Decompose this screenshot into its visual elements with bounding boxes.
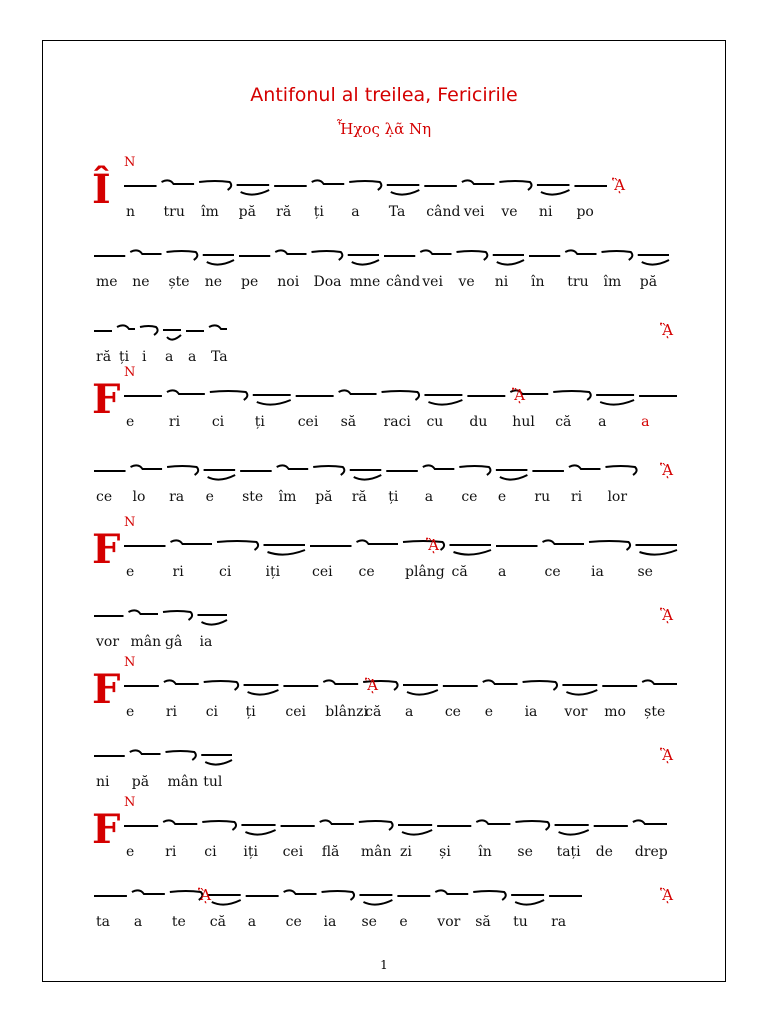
lyric-syllable: ia	[323, 914, 337, 930]
neume-sign	[130, 250, 161, 254]
lyric-syllable: ți	[313, 204, 324, 220]
neume-sign	[382, 391, 420, 400]
lyric-syllable: cei	[285, 704, 307, 720]
lyric-syllable: că	[555, 414, 572, 430]
neume-sign	[602, 251, 633, 260]
lyric-syllable: mân	[167, 774, 199, 790]
lyric-syllable: me	[96, 274, 118, 290]
lyric-syllable: ce	[358, 564, 375, 580]
neume-strip	[122, 670, 680, 704]
lyric-syllable: că	[451, 564, 468, 580]
neume-sign	[569, 465, 601, 469]
lyric-syllable: ia	[199, 634, 213, 650]
lyric-syllable: în	[531, 274, 545, 290]
lyric-syllable: ce	[285, 914, 302, 930]
lyric-syllable: ri	[168, 414, 181, 430]
neume-sign	[264, 545, 306, 555]
neume-sign	[284, 890, 317, 894]
lyric-syllable: iți	[265, 564, 281, 580]
lyric-syllable: Ta	[211, 349, 228, 365]
lyric-syllable: cu	[426, 414, 444, 430]
martyria-sign: ᾋ	[612, 176, 626, 194]
lyric-syllable: de	[595, 844, 613, 860]
lyric-syllable: a	[405, 704, 414, 720]
neume-sign	[523, 681, 557, 690]
neume-sign	[132, 890, 165, 894]
lyric-syllable: Doa	[313, 274, 342, 290]
neume-sign	[313, 466, 344, 475]
neume-sign	[320, 820, 354, 824]
martyria-sign: ᾋ	[198, 886, 212, 904]
neume-sign	[359, 895, 392, 905]
neume-strip	[122, 810, 670, 844]
lyric-syllable: e	[484, 704, 493, 720]
neume-sign	[171, 540, 213, 544]
lyric-syllable: ri	[165, 704, 178, 720]
neume-sign	[543, 540, 585, 544]
neume-strip	[122, 530, 680, 564]
lyric-syllable: ni	[538, 204, 553, 220]
lyric-syllable: ri	[570, 489, 583, 505]
neume-strip	[92, 600, 230, 634]
lyric-syllable: mo	[604, 704, 626, 720]
lyric-syllable: a	[498, 564, 507, 580]
lyric-syllable: ne	[204, 274, 223, 290]
lyric-syllable: tul	[203, 774, 223, 790]
neume-sign	[277, 465, 309, 469]
neume-sign	[387, 185, 420, 195]
neume-sign	[359, 821, 393, 830]
neume-sign	[253, 395, 291, 405]
lyric-syllable: ste	[242, 489, 264, 505]
lyric-syllable: noi	[277, 274, 300, 290]
neume-sign	[167, 466, 198, 475]
lyric-syllable: raci	[383, 414, 411, 430]
martyria-sign: ᾋ	[660, 321, 674, 339]
neume-sign	[459, 466, 490, 475]
lyric-syllable: să	[475, 914, 491, 930]
lyric-syllable: a	[641, 414, 650, 430]
martyria-sign: ᾋ	[660, 606, 674, 624]
initial-pitch-mark: N	[124, 795, 136, 810]
lyric-syllable: când	[386, 274, 421, 290]
lyric-syllable: vei	[422, 274, 443, 290]
initial-pitch-mark: N	[124, 365, 136, 380]
lyric-syllable: ră	[351, 489, 367, 505]
lyric-syllable: cei	[312, 564, 333, 580]
initial-pitch-mark: N	[124, 515, 136, 530]
martyria-sign: ᾋ	[660, 746, 674, 764]
neume-sign	[117, 325, 135, 329]
lyric-syllable: cei	[297, 414, 319, 430]
lyric-syllable: se	[361, 914, 377, 930]
lyric-syllable: ri	[172, 564, 184, 580]
lyric-syllable: ți	[245, 704, 256, 720]
neume-sign	[555, 825, 589, 835]
neume-sign	[565, 250, 596, 254]
lyric-syllable: ți	[119, 349, 130, 365]
lyric-syllable: e	[126, 704, 135, 720]
lyric-syllable: ră	[276, 204, 292, 220]
lyric-syllable: a	[188, 349, 197, 365]
neume-sign	[457, 251, 488, 260]
neume-sign	[241, 825, 275, 835]
lyric-syllable: vor	[437, 914, 461, 930]
neume-sign	[537, 185, 570, 195]
lyric-syllable: ia	[524, 704, 538, 720]
neume-sign	[511, 895, 544, 905]
lyric-syllable: ce	[96, 489, 113, 505]
lyric-syllable: a	[133, 914, 143, 930]
neume-sign	[167, 390, 205, 394]
neume-sign	[435, 890, 468, 894]
lyric-syllable: mân	[360, 844, 392, 860]
lyric-syllable: e	[126, 844, 135, 860]
lyric-syllable: n	[126, 204, 136, 220]
lyric-syllable: blânzi	[325, 704, 368, 720]
martyria-sign: ᾋ	[426, 536, 440, 554]
lyric-syllable: tru	[163, 204, 185, 220]
neume-sign	[312, 180, 345, 184]
neume-sign	[450, 545, 492, 555]
initial-pitch-mark: N	[124, 155, 136, 170]
lyric-syllable: ve	[458, 274, 475, 290]
martyria-sign: ᾋ	[365, 676, 379, 694]
lyric-syllable: ni	[494, 274, 509, 290]
lyric-syllable: că	[365, 704, 382, 720]
mode-subtitle: Ἦχος λ̣ᾶ Νη	[336, 120, 432, 138]
lyric-syllable: a	[598, 414, 607, 430]
lyric-syllable: ta	[96, 914, 110, 930]
neume-sign	[638, 255, 669, 265]
lyric-syllable: îm	[603, 274, 622, 290]
neume-sign	[553, 391, 591, 400]
drop-capital: F	[92, 666, 121, 713]
lyric-syllable: în	[478, 844, 492, 860]
neume-strip	[122, 170, 610, 204]
lyric-syllable: cei	[282, 844, 304, 860]
lyric-syllable: ște	[168, 274, 190, 290]
neume-sign	[424, 395, 462, 405]
lyric-syllable: mân	[130, 634, 162, 650]
lyric-syllable: a	[165, 349, 174, 365]
neume-sign	[462, 180, 495, 184]
lyric-syllable: ci	[205, 704, 219, 720]
lyric-syllable: plâng	[405, 564, 445, 580]
neume-sign	[493, 255, 524, 265]
neume-sign	[398, 825, 432, 835]
lyric-syllable: se	[517, 844, 533, 860]
neume-sign	[163, 611, 192, 620]
neume-sign	[322, 891, 355, 900]
neume-sign	[350, 470, 382, 480]
lyric-syllable: ște	[644, 704, 666, 720]
neume-sign	[636, 545, 678, 555]
lyric-syllable: ri	[165, 844, 177, 860]
neume-sign	[163, 330, 181, 340]
neume-sign	[198, 615, 228, 625]
neume-sign	[633, 820, 667, 824]
lyric-syllable: zi	[400, 844, 412, 860]
page-number: 1	[380, 958, 388, 972]
lyric-syllable: ve	[501, 204, 518, 220]
lyric-syllable: ra	[169, 489, 185, 505]
neume-sign	[596, 395, 634, 405]
lyric-syllable: e	[126, 414, 135, 430]
lyric-syllable: i	[142, 349, 147, 365]
neume-sign	[348, 255, 379, 265]
drop-capital: Î	[92, 166, 111, 213]
lyric-syllable: tați	[556, 844, 581, 860]
neume-sign	[203, 255, 234, 265]
neume-sign	[140, 326, 158, 335]
lyric-syllable: ră	[96, 349, 112, 365]
neume-sign	[642, 680, 677, 684]
lyric-syllable: a	[247, 914, 257, 930]
neume-sign	[515, 821, 549, 830]
neume-sign	[163, 820, 197, 824]
neume-sign	[167, 251, 198, 260]
lyric-syllable: ru	[534, 489, 551, 505]
neume-sign	[483, 680, 518, 684]
lyric-syllable: pe	[241, 274, 259, 290]
neume-sign	[499, 181, 531, 190]
lyric-syllable: ia	[591, 564, 604, 580]
lyric-syllable: a	[351, 204, 360, 220]
neume-sign	[275, 250, 306, 254]
neume-sign	[423, 465, 455, 469]
lyric-syllable: se	[637, 564, 653, 580]
lyric-syllable: ce	[444, 704, 461, 720]
neume-sign	[323, 680, 358, 684]
lyric-syllable: mne	[349, 274, 381, 290]
lyric-syllable: e	[399, 914, 408, 930]
neume-sign	[164, 680, 199, 684]
lyric-syllable: Ta	[388, 204, 406, 220]
neume-sign	[166, 751, 196, 760]
neume-sign	[349, 181, 381, 190]
lyric-syllable: să	[340, 414, 357, 430]
lyric-syllable: po	[576, 204, 594, 220]
neume-sign	[476, 820, 510, 824]
neume-sign	[562, 685, 597, 695]
neume-sign	[237, 185, 270, 195]
neume-strip	[92, 455, 640, 489]
neume-strip	[92, 240, 672, 274]
lyric-syllable: a	[424, 489, 434, 505]
lyric-syllable: e	[205, 489, 214, 505]
lyric-syllable: gâ	[165, 634, 183, 650]
neume-strip	[92, 740, 235, 774]
lyric-syllable: îm	[278, 489, 297, 505]
neume-sign	[162, 180, 195, 184]
lyric-syllable: ne	[132, 274, 150, 290]
neume-sign	[244, 685, 279, 695]
neume-sign	[201, 755, 232, 765]
drop-capital: F	[92, 526, 121, 573]
lyric-syllable: vei	[463, 204, 485, 220]
lyric-syllable: ți	[254, 414, 265, 430]
lyric-syllable: când	[426, 204, 461, 220]
martyria-sign: ᾋ	[660, 886, 674, 904]
neume-sign	[129, 610, 159, 614]
lyric-syllable: ni	[96, 774, 110, 790]
lyric-syllable: tu	[513, 914, 528, 930]
neume-sign	[217, 541, 258, 550]
lyric-syllable: ți	[388, 489, 399, 505]
neume-sign	[210, 391, 248, 400]
lyric-syllable: ci	[204, 844, 217, 860]
initial-pitch-mark: N	[124, 655, 136, 670]
lyric-syllable: pă	[315, 489, 333, 505]
lyric-syllable: vor	[564, 704, 588, 720]
lyric-syllable: drep	[634, 844, 668, 860]
lyric-syllable: pă	[131, 774, 150, 790]
neume-strip	[92, 315, 230, 349]
lyric-syllable: ci	[211, 414, 225, 430]
neume-sign	[420, 250, 451, 254]
lyric-syllable: că	[209, 914, 226, 930]
neume-sign	[208, 895, 241, 905]
lyric-syllable: lo	[132, 489, 146, 505]
lyric-syllable: te	[171, 914, 186, 930]
lyric-syllable: e	[126, 564, 135, 580]
lyric-syllable: e	[497, 489, 507, 505]
lyric-syllable: lor	[607, 489, 628, 505]
lyric-syllable: ci	[219, 564, 232, 580]
neume-sign	[199, 181, 231, 190]
drop-capital: F	[92, 376, 121, 423]
lyric-syllable: ce	[461, 489, 478, 505]
neume-sign	[209, 325, 227, 329]
neume-sign	[589, 541, 630, 550]
neume-sign	[357, 540, 399, 544]
lyric-syllable: iți	[243, 844, 259, 860]
neume-sign	[202, 821, 236, 830]
lyric-syllable: du	[469, 414, 488, 430]
neume-sign	[473, 891, 506, 900]
lyric-syllable: tru	[567, 274, 589, 290]
neume-sign	[339, 390, 377, 394]
lyric-syllable: flă	[321, 844, 340, 860]
neume-strip	[122, 380, 680, 414]
lyric-syllable: vor	[96, 634, 120, 650]
neume-sign	[605, 466, 636, 475]
lyric-syllable: și	[439, 844, 451, 860]
neume-sign	[496, 470, 528, 480]
neume-sign	[204, 470, 236, 480]
neume-sign	[130, 750, 161, 754]
drop-capital: F	[92, 806, 121, 853]
lyric-syllable: ra	[551, 914, 567, 930]
neume-sign	[131, 465, 163, 469]
lyric-syllable: pă	[639, 274, 658, 290]
neume-sign	[204, 681, 238, 690]
martyria-sign: ᾋ	[512, 386, 526, 404]
page-title: Antifonul al treilea, Fericirile	[250, 84, 518, 106]
lyric-syllable: hul	[512, 414, 535, 430]
lyric-syllable: pă	[238, 204, 256, 220]
lyric-syllable: ce	[544, 564, 561, 580]
lyric-syllable: îm	[201, 204, 219, 220]
neume-sign	[312, 251, 343, 260]
martyria-sign: ᾋ	[660, 461, 674, 479]
neume-strip	[92, 880, 585, 914]
neume-sign	[403, 685, 438, 695]
